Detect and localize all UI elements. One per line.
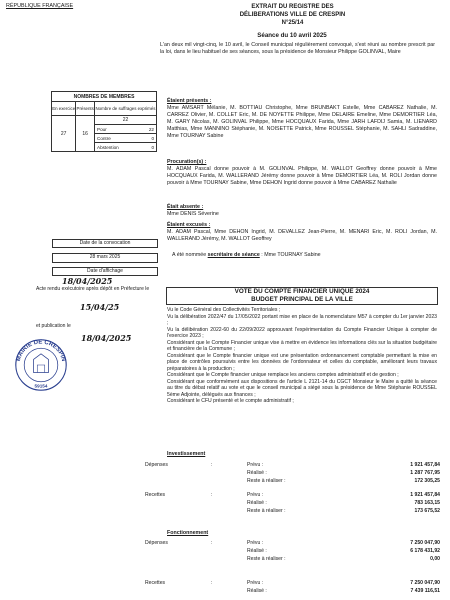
invest-label: Prévu : [247,462,264,468]
header-suffrages: Nombre de suffrages exprimés [95,102,157,116]
publication-date: 18/04/2025 [81,333,132,343]
presents-text: Mme AMSART Mélanie, M. BOTTIAU Christophe, Mme BRUNBAKT Estelle, Mme CABAREZ Nathalie, M. CARREZ Olivier, M. COLLET Eric, M. DE NOYETTE Philippe, Mme DELAIRE Emeline, Mme DEMORTIER Léa, M. GARY Nicolas, M. GOLINVAL Philippe, Mme HOCQUAUX Farida, Mme JARH LAFDIJ Samia, M. LIENARD Matthias, Mme MANNINO Stéphanie, M. NOISETTE Patrick, Mme ROUSSEL Stéphanie, M. SAHLI Sadraddine, Mme TOURNAY Sabine [167,105,437,139]
building-icon [34,354,49,373]
invest-cat: Recettes [145,492,166,498]
absents-title: Était absente : [167,204,204,210]
fonct-cat: Recettes [145,580,166,586]
investissement-table [145,462,440,518]
vote-title-line-1: VOTE DU COMPTE FINANCIER UNIQUE 2024 [234,288,370,295]
convocation-label: Date de la convocation [52,239,158,248]
fonct-label: Prévu : [247,540,264,546]
mairie-stamp [13,337,69,393]
invest-label: Reste à réaliser : [247,478,286,484]
seance-date: Séance du 10 avril 2025 [257,32,327,39]
header-presents: Présents [76,102,95,116]
svg-text:MAIRIE DE CRESPIN [16,339,66,362]
invest-value: 783 163,15 [414,500,440,506]
invest-label: Prévu : [247,492,264,498]
procurations-section [167,159,437,187]
secretaire-prefix: A été nommée [172,252,207,258]
vu-item: Vu le Code Général des Collectivités Territoriales ; [167,307,281,313]
colon: : [211,580,213,586]
vu-item: Considérant que le Compte financier unique est une présentation ordonnancement comptable permettant la mise en place de contrôles poursuivis entre les données de l'ordonnateur et celles du comptable, améliorant leurs travaux préparatoires à la production ; [167,352,437,372]
title-line-2: DÉLIBERATIONS VILLE DE CRESPIN [239,12,346,18]
title-line-1: EXTRAIT DU REGISTRE DES [251,4,334,10]
fonct-label: Prévu : [247,580,264,586]
invest-row [145,470,440,478]
intro-paragraph: L'an deux mil vingt-cinq, le 10 avril, le Conseil municipal régulièrement convoqué, s'est réuni au nombre prescrit par la loi, dans le lieu habituel de ses séances, sous la présidence de Monsieur Philippe GOLINVAL, Maire [160,42,435,55]
vu-item: Considérant que le Compte financier unique remplace les anciens comptes administratif et de gestion ; [167,372,399,378]
vu-item: Considérant que le Compte Financier unique vise à mettre en évidence les informations clés sur la situation budgétaire et financière de la Commune ; [167,339,437,352]
fonct-row [145,556,440,564]
fonct-row [145,580,440,588]
republic-label: RÉPUBLIQUE FRANÇAISE [6,3,74,9]
value-en-exercice: 27 [52,116,76,152]
vu-item: Vu la délibération 2022-60 du 22/09/2022 approuvant l'expérimentation du Compte Financier Unique à compter de l'exercice 2023 ; [167,326,437,339]
vote-abstention-label: Abstention [97,144,119,150]
invest-row [145,508,440,516]
fonct-label: Reste à réaliser : [247,556,286,562]
header-en-exercice: En exercice [52,102,76,116]
considerants-list [167,307,437,405]
vote-abstention [95,143,157,152]
presents-title: Étaient présents : [167,98,212,104]
fonct-label: Réalisé : [247,588,267,594]
fonct-label: Réalisé : [247,548,267,554]
invest-row [145,478,440,486]
invest-label: Réalisé : [247,500,267,506]
fonct-row [145,548,440,556]
invest-value: 1 921 457,84 [410,462,440,468]
presents-section [167,98,437,140]
invest-row [145,462,440,470]
secretaire-line [172,252,437,258]
fonct-value: 7 250 047,90 [410,580,440,586]
fonct-value: 0,00 [430,556,440,562]
fonct-value: 6 178 431,92 [410,548,440,554]
invest-row [145,500,440,508]
members-title: NOMBRES DE MEMBRES [52,92,157,102]
invest-label: Réalisé : [247,470,267,476]
secretaire-label: secrétaire de séance [207,252,260,258]
colon: : [211,462,213,468]
vote-pour [95,125,157,134]
fonct-value: 7 250 047,90 [410,540,440,546]
fonctionnement-table [145,540,440,598]
value-presents: 16 [76,116,95,152]
vote-contre-label: Contre [97,135,111,141]
invest-row [145,492,440,500]
members-table [51,91,157,152]
invest-value: 1 921 457,84 [410,492,440,498]
publication-label: et publication le [36,323,71,329]
invest-cat: Dépenses [145,462,168,468]
procurations-title: Procuration(s) : [167,159,207,165]
vu-item: Considérant le CFU présenté et le compte administratif ; [167,398,294,404]
vu-item: Vu la délibération 2022/47 du 17/05/2022 portant mise en place de la nomenclature M57 à compter du 1er janvier 2023 ; [167,313,437,326]
stamp-bottom-text: 59154 [34,383,48,389]
invest-value: 172 305,25 [414,478,440,484]
vote-pour-value: 22 [148,126,154,132]
invest-value: 173 675,52 [414,508,440,514]
invest-label: Reste à réaliser : [247,508,286,514]
stamp-top-text: MAIRIE DE CRESPIN [15,339,67,363]
fonct-value: 7 439 116,51 [410,588,440,594]
absents-text: Mme DENIS Séverine [167,211,219,217]
excuses-title: Étaient excusés : [167,222,211,228]
colon: : [211,492,213,498]
vote-abstention-value: 0 [151,144,154,150]
convocation-date: 28 mars 2025 [52,253,158,263]
title-line-3: N°25/14 [281,20,304,26]
investissement-title: Investissement [167,451,206,457]
vote-contre [95,134,157,143]
fonctionnement-title: Fonctionnement [167,530,209,536]
excuses-section [167,222,437,243]
affichage-label: Date d'affichage [52,267,158,276]
fonct-row [145,540,440,548]
vote-contre-value: 0 [151,135,154,141]
colon: : [211,540,213,546]
vu-item: Considérant que conformément aux dispositions de l'article L 2121-14 du CGCT Monsieur le Maire a quitté la séance au titre du débat relatif au vote et que le conseil municipal a siégé sous la présidence de Mme Stéphanie ROUSSEL 5ème Adjointe, délégués aux finances ; [167,378,437,398]
value-suffrages: 22 [95,116,157,125]
fonct-row [145,588,440,596]
document-title [215,3,370,27]
transmis-label: Acte rendu exécutoire après dépôt en Préfecture le [36,286,150,292]
vote-title [166,287,438,305]
transmis-date: 15/04/25 [80,302,120,312]
procurations-text: M. ADAM Pascal donne pouvoir à M. GOLINVAL Philippe, M. WALLOT Geoffrey donne pouvoir à Mme HOCQUAUX Farida, M. WALLERAND Jérémy donne pouvoir à Mme DEMORTIER Léa, M. ROLI Jordan donne pouvoir à Mme TOURNAY Sabine, Mme DEHON Ingrid donne pouvoir à Mme CABAREZ Nathalie [167,166,437,186]
affichage-date: 18/04/2025 [62,276,113,286]
invest-value: 1 287 767,95 [410,470,440,476]
excuses-text: M. ADAM Pascal, Mme DEHON Ingrid, M. DEVALLEZ Jean-Pierre, M. MENARI Eric, M. ROLI Jordan, M. WALLERAND Jérémy, M. WALLOT Geoffrey [167,229,437,242]
fonct-cat: Dépenses [145,540,168,546]
vote-pour-label: Pour [97,126,107,132]
secretaire-name: : Mme TOURNAY Sabine [261,252,321,258]
absents-section [167,204,437,218]
vote-title-line-2: BUDGET PRINCIPAL DE LA VILLE [251,296,353,303]
